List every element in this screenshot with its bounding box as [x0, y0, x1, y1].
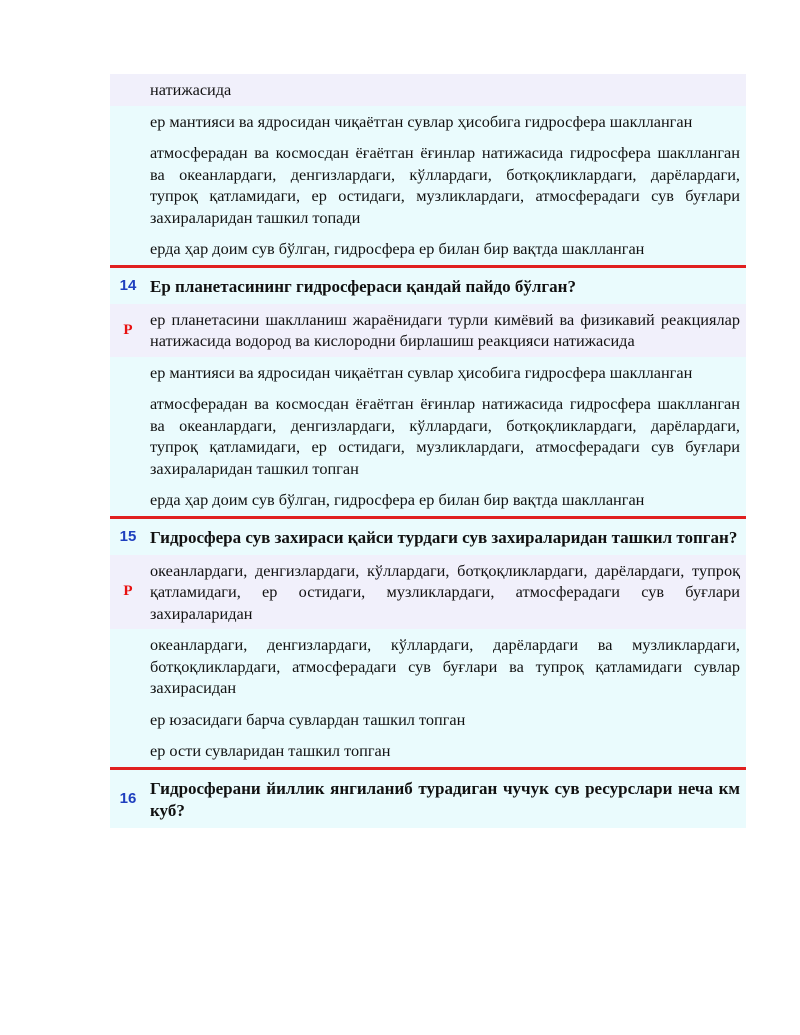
answer-option [110, 233, 746, 265]
answer-mark [110, 629, 146, 704]
answer-mark [110, 735, 146, 767]
answer-text: натижасида [150, 80, 232, 99]
question-number: 15 [119, 528, 137, 545]
question-number: 16 [119, 790, 137, 807]
answer-text: ер ости сувларидан ташкил топган [150, 741, 391, 760]
answer-text: ер мантияси ва ядросидан чиқаётган сувлар ҳисобига гидросфера шаклланган [150, 362, 693, 382]
test-page [110, 74, 746, 828]
answer-text: ер мантияси ва ядросидан чиқаётган сувлар ҳисобига гидросфера шаклланган [150, 111, 693, 131]
question-number: 14 [119, 277, 137, 294]
question-15-row [110, 519, 746, 555]
answer-option-correct [110, 555, 746, 630]
question-14-row [110, 268, 746, 304]
answer-text: ерда ҳар доим сув бўлган, гидросфера ер билан бир вақтда шаклланган [150, 239, 645, 258]
answer-option [110, 735, 746, 767]
question-text: Гидросфера сув захираси қайси турдаги сув захираларидан ташкил топган? [150, 527, 738, 547]
answer-mark [110, 704, 146, 736]
answer-text: атмосферадан ва космосдан ёғаётган ёғинлар натижасида гидросфера шаклланган ва океанлардаги, денгизлардаги, кўллардаги, ботқоқликлардаги, дарёлардаги, тупроқ қатламидаги, ер остидаги, музликлардаги, атмосферадаги сув буғлари захираларидан ташкил топади [150, 143, 740, 227]
answer-option [110, 484, 746, 516]
answer-option [110, 106, 746, 138]
correct-answer-mark: Р [123, 321, 133, 338]
answer-text: океанлардаги, денгизлардаги, кўллардаги, дарёлардаги ва музликлардаги, ботқоқликлардаги, атмосферадаги сув буғлари ва тупроқ қатламидаги сувлар захирасидан [150, 635, 740, 697]
answer-option [110, 704, 746, 736]
answer-mark [110, 357, 146, 389]
answer-option [110, 137, 746, 233]
answer-text: океанлардаги, денгизлардаги, кўллардаги, ботқоқликлардаги, дарёлардаги, тупроқ қатламидаги, ер остидаги, музликлардаги, атмосферадаги сув буғлари захираларидан [150, 560, 740, 623]
question-text: Ер планетасининг гидросфераси қандай пайдо бўлган? [150, 276, 576, 296]
answer-text: атмосферадан ва космосдан ёғаётган ёғинлар натижасида гидросфера шаклланган ва океанлардаги, денгизлардаги, кўллардаги, ботқоқликлардаги, дарёлардаги, тупроқ қатламидаги, ер остидаги, музликлардаги, атмосферадаги сув буғлари захираларидан ташкил топган [150, 394, 740, 478]
answer-option [110, 388, 746, 484]
answer-text: ер юзасидаги барча сувлардан ташкил топган [150, 709, 466, 729]
answer-mark [110, 137, 146, 233]
answer-option-correct [110, 304, 746, 357]
question-text: Гидросферани йиллик янгиланиб турадиган чучук сув ресурслари неча км куб? [150, 778, 740, 820]
answer-mark [110, 484, 146, 516]
answer-mark [110, 388, 146, 484]
answer-option [110, 357, 746, 389]
answer-option [110, 74, 746, 106]
correct-answer-mark: Р [123, 583, 133, 600]
answer-mark [110, 74, 146, 106]
answer-mark [110, 233, 146, 265]
question-16-row [110, 770, 746, 828]
answer-text: ер планетасини шаклланиш жараёнидаги турли кимёвий ва физикавий реакциялар натижасида водород ва кислородни бирлашиш реакцияси натижасида [150, 309, 740, 350]
answer-option [110, 629, 746, 704]
answer-mark [110, 106, 146, 138]
answer-text: ерда ҳар доим сув бўлган, гидросфера ер билан бир вақтда шаклланган [150, 490, 645, 509]
